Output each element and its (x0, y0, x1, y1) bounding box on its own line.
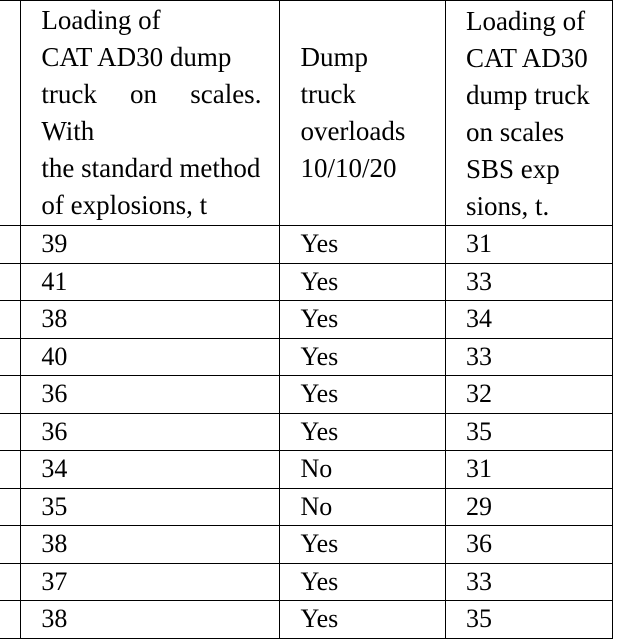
index-cell (0, 601, 21, 639)
sbs-load-cell: 33 (445, 563, 612, 601)
index-cell (0, 338, 21, 376)
header-index-column (0, 1, 21, 226)
header-standard-line: truck on scales. With (41, 79, 262, 146)
overloads-cell: Yes (280, 301, 446, 339)
standard-load-cell: 34 (21, 451, 280, 489)
header-standard-line: Loading of (41, 5, 161, 35)
standard-load-cell: 36 (21, 413, 280, 451)
index-cell (0, 563, 21, 601)
sbs-load-cell: 36 (445, 526, 612, 564)
overloads-cell: Yes (280, 563, 446, 601)
header-sbs-line: Loading of (465, 6, 586, 36)
overloads-cell: Yes (280, 338, 446, 376)
header-overloads-line: Dump (300, 42, 368, 72)
sbs-load-cell: 31 (445, 451, 612, 489)
overloads-cell: Yes (280, 376, 446, 414)
overloads-cell: Yes (280, 226, 446, 264)
table-row (0, 488, 613, 526)
table-row (0, 226, 613, 264)
header-overloads-line: truck (300, 79, 356, 109)
sbs-load-cell: 33 (445, 263, 612, 301)
header-standard-line: the standard method (41, 153, 261, 183)
header-overloads (280, 1, 446, 226)
header-sbs-line: dump truck (465, 80, 590, 110)
standard-load-cell: 38 (21, 526, 280, 564)
table-row (0, 301, 613, 339)
table-row (0, 526, 613, 564)
table-row (0, 563, 613, 601)
header-standard-line: CAT AD30 dump (41, 42, 232, 72)
table-row (0, 601, 613, 639)
header-sbs-line: sions, t. (465, 191, 550, 221)
index-cell (0, 301, 21, 339)
standard-load-cell: 41 (21, 263, 280, 301)
index-cell (0, 488, 21, 526)
index-cell (0, 451, 21, 489)
sbs-load-cell: 33 (445, 338, 612, 376)
overloads-cell: Yes (280, 263, 446, 301)
table-row (0, 413, 613, 451)
overloads-cell: Yes (280, 413, 446, 451)
index-cell (0, 226, 21, 264)
overloads-cell: No (280, 451, 446, 489)
overloads-cell: No (280, 488, 446, 526)
sbs-load-cell: 34 (445, 301, 612, 339)
header-sbs-line: on scales (465, 117, 565, 147)
standard-load-cell: 39 (21, 226, 280, 264)
overloads-cell: Yes (280, 526, 446, 564)
table-header (0, 1, 613, 226)
overloads-cell: Yes (280, 601, 446, 639)
header-overloads-line: 10/10/20 (300, 153, 397, 183)
standard-load-cell: 35 (21, 488, 280, 526)
table-row (0, 451, 613, 489)
header-sbs-line: CAT AD30 (465, 43, 588, 73)
header-overloads-line: overloads (300, 116, 406, 146)
standard-load-cell: 40 (21, 338, 280, 376)
header-sbs-line: SBS exp (465, 154, 560, 184)
standard-load-cell: 37 (21, 563, 280, 601)
sbs-load-cell: 35 (445, 601, 612, 639)
sbs-load-cell: 35 (445, 413, 612, 451)
index-cell (0, 376, 21, 414)
index-cell (0, 413, 21, 451)
header-row (0, 1, 613, 226)
table-body (0, 226, 613, 639)
table-row (0, 376, 613, 414)
standard-load-cell: 38 (21, 601, 280, 639)
index-cell (0, 526, 21, 564)
sbs-load-cell: 32 (445, 376, 612, 414)
header-standard-method (21, 1, 280, 226)
standard-load-cell: 38 (21, 301, 280, 339)
index-cell (0, 263, 21, 301)
standard-load-cell: 36 (21, 376, 280, 414)
table-row (0, 263, 613, 301)
header-standard-line: of explosions, t (41, 190, 208, 220)
sbs-load-cell: 31 (445, 226, 612, 264)
sbs-load-cell: 29 (445, 488, 612, 526)
header-sbs-method (445, 1, 612, 226)
table-row (0, 338, 613, 376)
